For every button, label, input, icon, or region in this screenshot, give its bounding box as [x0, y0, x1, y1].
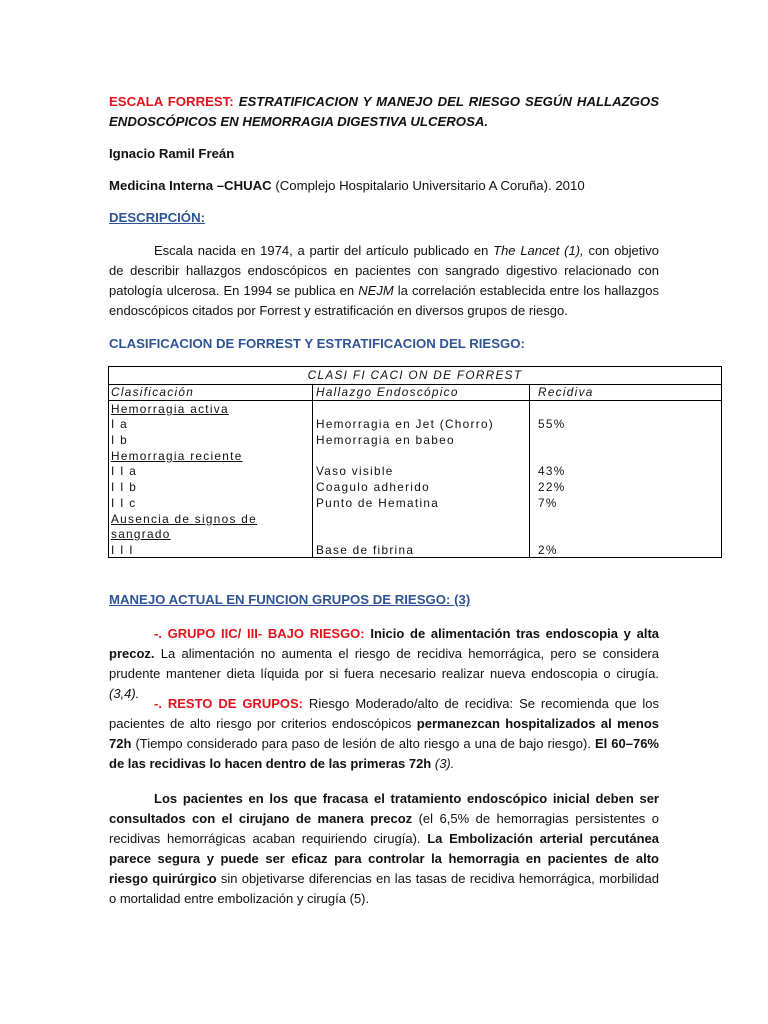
table-row-iii-recidiva: 2% — [538, 543, 558, 557]
table-row-iia-recidiva: 43% — [538, 464, 566, 478]
desc-lancet-ref: The Lancet (1), — [493, 243, 584, 258]
table-row-iib-recidiva: 22% — [538, 480, 566, 494]
resto-grupos-text-2: (Tiempo considerado para paso de lesión de alto riesgo a una de bajo riesgo). — [131, 736, 595, 751]
resto-grupos-text-1: Riesgo Moderado/alto de recidiva: Se recomienda que los pacientes de alto riesgo por criterios endoscópicos — [109, 696, 659, 731]
table-row-iic-hallazgo: Punto de Hematina — [316, 496, 440, 510]
descripcion-heading: DESCRIPCIÓN: — [109, 210, 205, 225]
table-row-iib-hallazgo: Coagulo adherido — [316, 480, 430, 494]
table-row-iib-class: I I b — [111, 480, 138, 494]
table-row-iia-class: I I a — [111, 464, 138, 478]
table-row-iii-class: I I I — [111, 543, 134, 557]
institution-hospital: (Complejo Hospitalario Universitario A Coruña). — [271, 178, 556, 193]
table-header-clasificacion: Clasificación — [111, 385, 195, 399]
desc-text-2: con objetivo de describir hallazgos endoscópicos en pacientes con sangrado digestivo relacionado con patología ulcerosa. En 1994 se publica en — [109, 243, 659, 298]
desc-text-3: la correlación establecida entre los hallazgos endoscópicos citados por Forrest y estratificación en diversos grupos de riesgo. — [109, 283, 659, 318]
table-row-ib-class: I b — [111, 433, 129, 447]
fracaso-paragraph — [109, 789, 659, 909]
table-row-ia-class: I a — [111, 417, 129, 431]
table-group-activa: Hemorragia activa — [111, 402, 229, 416]
fracaso-bold-1: Los pacientes en los que fracasa el tratamiento endoscópico inicial deben ser consultados con el cirujano de manera precoz — [109, 791, 659, 826]
table-header-recidiva: Recidiva — [538, 385, 594, 399]
grupo-bajo-riesgo-lead: Inicio de alimentación tras endoscopia y alta precoz. — [109, 626, 659, 661]
table-row-ib-hallazgo: Hemorragia en babeo — [316, 433, 455, 447]
clasificacion-heading: CLASIFICACION DE FORREST Y ESTRATIFICACION DEL RIESGO: — [109, 336, 525, 351]
institution — [109, 178, 585, 193]
fracaso-text-1: (el 6,5% de hemorragias persistentes o recidivas hemorrágicas acaban requiriendo cirugía). — [109, 811, 659, 846]
table-row-ia-recidiva: 55% — [538, 417, 566, 431]
resto-grupos-bold-1: permanezcan hospitalizados al menos 72h — [109, 716, 659, 751]
table-row-iia-hallazgo: Vaso visible — [316, 464, 394, 478]
manejo-heading: MANEJO ACTUAL EN FUNCION GRUPOS DE RIESGO: (3) — [109, 592, 471, 607]
table-group-reciente: Hemorragia reciente — [111, 449, 243, 463]
table-group-ausencia-1: Ausencia de signos de — [111, 512, 258, 526]
grupo-bajo-riesgo-text: La alimentación no aumenta el riesgo de recidiva hemorrágica, pero se considera prudente mantener dieta líquida por si fuera necesario realizar nueva endoscopia o cirugía. — [109, 646, 659, 681]
desc-nejm: NEJM — [358, 283, 394, 298]
forrest-table — [108, 366, 722, 558]
grupo-bajo-riesgo-paragraph — [109, 624, 659, 704]
institution-dept: Medicina Interna –CHUAC — [109, 178, 272, 193]
table-row-iic-recidiva: 7% — [538, 496, 558, 510]
grupo-bajo-riesgo-label: -. GRUPO IIC/ III- BAJO RIESGO: — [154, 626, 365, 641]
desc-text-1: Escala nacida en 1974, a partir del artículo publicado en — [154, 243, 494, 258]
document-title — [109, 92, 659, 132]
title-label: ESCALA FORREST: — [109, 94, 234, 109]
table-row-ia-hallazgo: Hemorragia en Jet (Chorro) — [316, 417, 495, 431]
resto-grupos-paragraph — [109, 694, 659, 774]
title-text: ESTRATIFICACION Y MANEJO DEL RIESGO SEGÚN HALLAZGOS ENDOSCÓPICOS EN HEMORRAGIA DIGESTIVA ULCEROSA. — [109, 94, 659, 129]
table-row-iii-hallazgo: Base de fibrina — [316, 543, 415, 557]
resto-grupos-bold-2: El 60–76% de las recidivas lo hacen dentro de las primeras 72h — [109, 736, 659, 771]
descripcion-paragraph — [109, 241, 659, 321]
table-row-iic-class: I I c — [111, 496, 137, 510]
table-caption: CLASI FI CACI ON DE FORREST — [307, 368, 523, 382]
grupo-bajo-riesgo-ref: (3,4). — [109, 686, 140, 701]
author-name: Ignacio Ramil Freán — [109, 146, 235, 161]
resto-grupos-ref: (3). — [431, 756, 455, 771]
fracaso-bold-2: La Embolización arterial percutánea parece segura y puede ser eficaz para controlar la hemorragia en pacientes de alto riesgo quirúrgico — [109, 831, 659, 886]
resto-grupos-label: -. RESTO DE GRUPOS: — [154, 696, 303, 711]
fracaso-text-2: sin objetivarse diferencias en las tasas de recidiva hemorrágica, morbilidad o mortalidad entre embolización y cirugía (5). — [109, 871, 659, 906]
table-group-ausencia-2: sangrado — [111, 527, 171, 541]
table-header-hallazgo: Hallazgo Endoscópico — [316, 385, 459, 399]
institution-year: 2010 — [555, 178, 585, 193]
